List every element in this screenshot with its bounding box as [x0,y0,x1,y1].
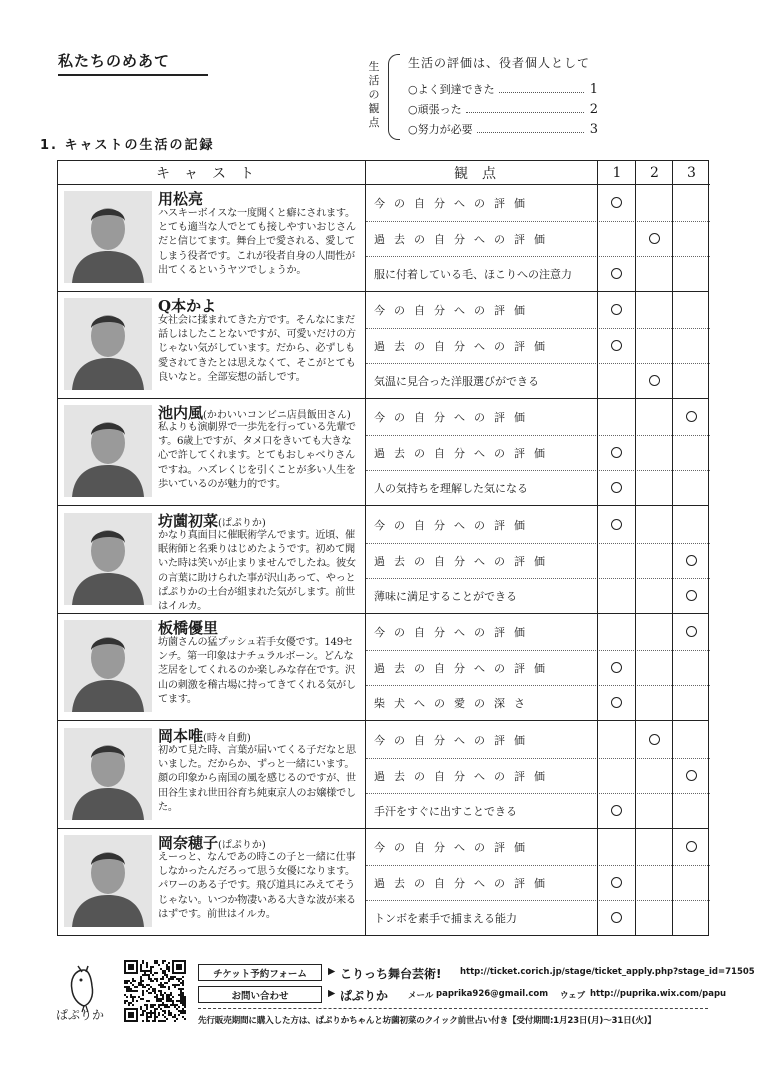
cast-name: 坊薗初菜(ぱぷりか) [158,512,266,530]
rating-circle-mark [611,268,622,279]
cast-photo [64,405,152,497]
criterion-label: 薄味に満足することができる [374,590,517,603]
header-col-1: 1 [598,161,636,185]
rating-circle-mark [611,519,622,530]
criterion-label: 柴犬への愛の深さ [374,697,534,710]
criterion-label: 過去の自分への評価 [374,876,554,890]
header-cast: キャスト [58,161,366,185]
page-title: 私たちのめあて [58,50,208,76]
cast-bio: ハスキーボイスな一度聞くと癖にされます。とても適当な人でとても接しやすいおじさんだと信じてます。舞台上で愛される、愛してしまう役者です。これが役者自身の人間性が出てくるというヤツでしょうか。 [158,208,356,276]
cast-block [58,185,708,292]
cast-name: 岡奈穂子(ぱぷりか) [158,834,266,852]
cast-name: 池内風(かわいいコンビニ店員飯田さん) [158,404,351,422]
cast-note: (時々自動) [203,733,251,744]
cast-note: (ぱぷりか) [218,518,266,529]
criterion-label: 過去の自分への評価 [374,554,554,568]
rating-circle-mark [611,482,622,493]
company-name: ぱぷりか [340,989,389,1003]
cast-block [58,507,708,614]
cast-block [58,399,708,506]
cast-bio: えーっと、なんであの時この子と一緒に仕事しなかったんだろって思う女優になります。パワーのある子です。飛び道具にみえてそうじゃない。いつか物凄いある大きな波が来るはずです。前世はイルカ。 [158,852,356,920]
cast-photo [64,513,152,605]
rating-circle-mark [611,304,622,315]
web-link[interactable]: http://puprika.wix.com/papu [590,989,727,999]
cast-photo [64,191,152,283]
cast-bio: 初めて見た時、言葉が届いてくる子だなと思いました。だからか、ずっと一緒にいます。顔の印象から南国の風を感じるのですが、世田谷生まれ世田谷育ち純東京人のお嬢様でした。 [158,745,356,813]
ticket-form-button[interactable]: チケット予約フォーム [198,964,322,981]
criteria-level-3: ○努力が必要 3 [408,121,598,137]
criterion-label: 手汗をすぐに出すことできる [374,805,517,818]
contact-button[interactable]: お問い合わせ [198,986,322,1003]
rating-circle-mark [611,912,622,923]
rating-circle-mark [686,411,697,422]
criteria-vertical-label: 生 活 の 観 点 [368,60,380,129]
rating-circle-mark [649,375,660,386]
criterion-label: 人の気持ちを理解した気になる [374,482,528,495]
cast-photo [64,620,152,712]
criterion-label: 今の自分への評価 [374,626,534,639]
rating-circle-mark [611,805,622,816]
cast-photo [64,835,152,927]
cast-note: (かわいいコンビニ店員飯田さん) [203,410,351,421]
criterion-label: 服に付着している毛、ほこりへの注意力 [374,268,572,281]
rating-circle-mark [611,877,622,888]
criteria-level-1: ○よく到達できた 1 [408,81,598,97]
logo-text: ぱぷりか [56,1008,105,1022]
cast-block [58,614,708,721]
criterion-label: 過去の自分への評価 [374,769,554,783]
cast-block [58,292,708,399]
qr-code-icon[interactable] [124,960,186,1022]
rating-circle-mark [686,770,697,781]
criterion-label: 過去の自分への評価 [374,232,554,246]
criteria-level-2: ○頑張った 2 [408,101,598,117]
web-label: ウェブ [560,991,586,1001]
cast-record-table [57,160,709,936]
rating-circle-mark [611,697,622,708]
rating-circle-mark [611,197,622,208]
brace-shape [388,54,400,140]
criteria-heading: 生活の評価は、役者個人として [408,56,591,70]
cast-name: Q本かよ [158,297,217,315]
cast-bio: 私よりも演劇界で一歩先を行っている先輩です。6歳上ですが、タメ口をきいても大きな心で許してくれます。とてもおしゃべりさんですね。ハズレくじを引くことが多い人生を歩いているのが魅力的です。 [158,422,356,490]
cast-photo [64,728,152,820]
criterion-label: 過去の自分への評価 [374,446,554,460]
criterion-label: 今の自分への評価 [374,304,534,317]
criterion-label: 今の自分への評価 [374,734,534,747]
rating-circle-mark [686,841,697,852]
rating-circle-mark [686,626,697,637]
criterion-label: 今の自分への評価 [374,411,534,424]
rating-circle-mark [649,233,660,244]
arrow-icon: ▶ [328,988,336,999]
criterion-label: 今の自分への評価 [374,519,534,532]
ticket-url-link[interactable]: http://ticket.corich.jp/stage/ticket_apply.php?stage_id=71505 [460,967,755,977]
criterion-label: 今の自分への評価 [374,841,534,854]
criterion-label: トンボを素手で捕まえる能力 [374,912,517,925]
arrow-icon: ▶ [328,966,336,977]
mail-link[interactable]: paprika926@gmail.com [436,989,549,999]
cast-bio: 坊薗さんの猛プッシュ若手女優です。149センチ。第一印象はナチュラルボーン。どんな芝居をしてくれるのか楽しみな存在です。沢山の刺激を稽古場に持ってきてくれる気がしてます。 [158,637,356,705]
rating-circle-mark [611,447,622,458]
header-col-3: 3 [673,161,710,185]
cast-name: 岡本唯(時々自動) [158,727,251,745]
presale-notice: 先行販売期間に購入した方は、ぱぷりかちゃんと坊薗初菜のクイック前世占い付き【受付期間:1月23日(月)〜31日(火)】 [198,1016,656,1026]
rating-circle-mark [649,734,660,745]
rating-circle-mark [686,590,697,601]
criterion-label: 今の自分への評価 [374,197,534,210]
cast-photo [64,298,152,390]
mail-label: メール [408,991,434,1001]
cast-bio: かなり真面目に催眠術学んでます。近頃、催眠術師と名乗りはじめたようです。初めて聞いた時は笑いが止まりませんでしたね。彼女の言葉に助けられた事が沢山あって、やっとぱぷりかの土台が組まれた気がします。前世はイルカ。 [158,530,356,613]
header-col-2: 2 [636,161,673,185]
criterion-label: 気温に見合った洋服選びができる [374,375,539,388]
footer [0,956,761,1076]
rating-circle-mark [686,555,697,566]
cast-block [58,829,708,935]
section-title: 1. キャストの生活の記録 [40,138,215,153]
cast-bio: 女社会に揉まれてきた方です。そんなにまだ話しはしたことないですが、可愛いだけの方じゃない気がしています。だから、必ずしも愛されてきたとは思えなくて、そこがとても良いなと。全部妄想の話しです。 [158,315,356,383]
cast-note: (ぱぷりか) [218,840,266,851]
criteria-box [360,50,610,140]
header-viewpoint: 観点 [366,161,598,185]
criterion-label: 過去の自分への評価 [374,661,554,675]
criterion-label: 過去の自分への評価 [374,339,554,353]
cast-name: 用松亮 [158,190,204,208]
cast-name: 板橋優里 [158,619,219,637]
cast-block [58,722,708,829]
ticket-service: こりっち舞台芸術! [340,967,442,981]
rating-circle-mark [611,340,622,351]
rating-circle-mark [611,662,622,673]
